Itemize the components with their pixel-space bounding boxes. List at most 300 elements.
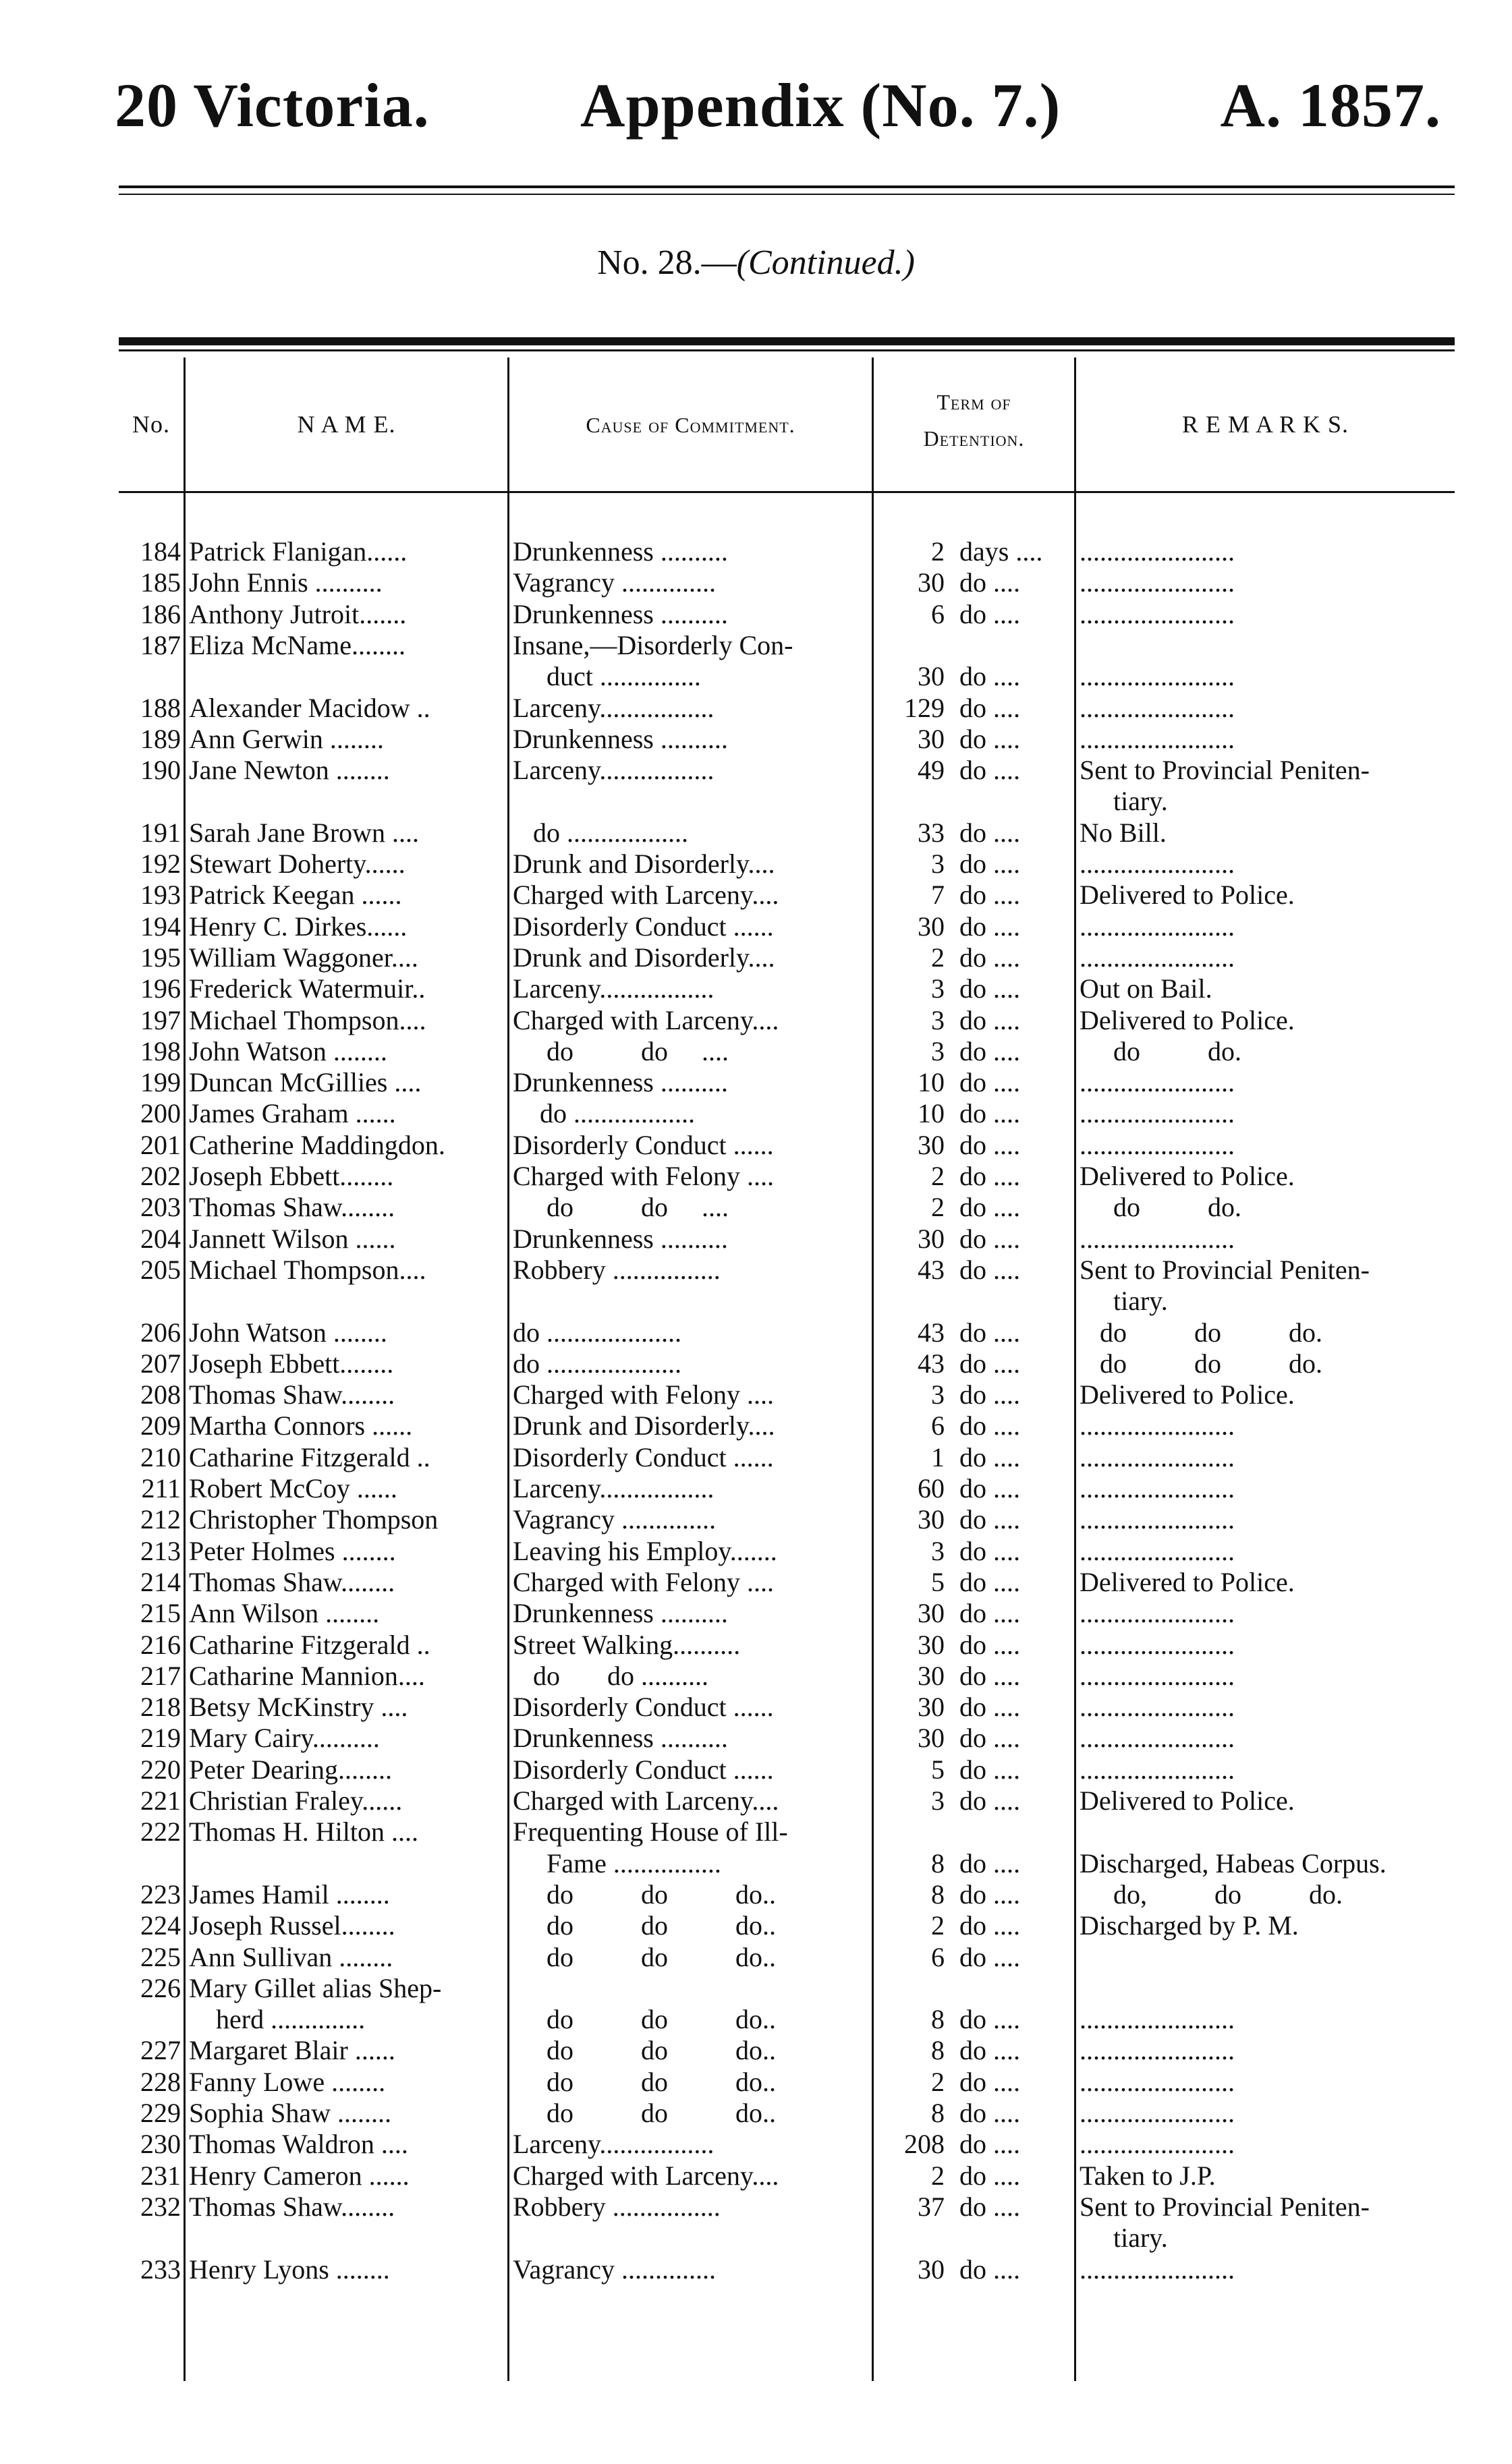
table-row xyxy=(0,1661,1512,1692)
table-row xyxy=(0,1473,1512,1504)
term-of-detention xyxy=(877,1536,1073,1567)
row-number: 226 xyxy=(140,1972,181,2003)
remarks: ....................... xyxy=(1080,598,1235,629)
prisoner-name: John Watson ........ xyxy=(189,1317,387,1348)
remarks: ....................... xyxy=(1080,1473,1235,1503)
term-of-detention xyxy=(877,1504,1073,1535)
term-unit: do .... xyxy=(959,1910,1020,1941)
term-of-detention xyxy=(877,1567,1073,1598)
prisoner-name: Stewart Doherty...... xyxy=(189,849,405,879)
row-number: 223 xyxy=(140,1879,181,1910)
term-of-detention xyxy=(877,1848,1073,1879)
remarks: do do do. xyxy=(1080,1317,1322,1348)
prisoner-name: Mary Gillet alias Shep- xyxy=(189,1972,442,2003)
remarks: ....................... xyxy=(1080,661,1235,692)
cause-of-commitment: Drunk and Disorderly.... xyxy=(513,942,775,973)
table-top-rule-thin xyxy=(119,349,1455,351)
term-unit: do .... xyxy=(959,1660,1020,1691)
term-number: 30 xyxy=(918,2254,945,2285)
row-number: 224 xyxy=(140,1910,181,1941)
term-number: 30 xyxy=(918,1629,945,1660)
term-unit: do .... xyxy=(959,911,1020,942)
term-number: 60 xyxy=(918,1473,945,1503)
remarks: ....................... xyxy=(1080,2098,1235,2128)
remarks: ....................... xyxy=(1080,1129,1235,1160)
cause-of-commitment: Street Walking.......... xyxy=(513,1629,741,1660)
remarks: ....................... xyxy=(1080,1410,1235,1441)
page-subtitle xyxy=(0,243,1512,283)
term-unit: do .... xyxy=(959,1504,1020,1535)
term-of-detention xyxy=(877,724,1073,755)
term-number: 7 xyxy=(931,880,945,911)
table-row xyxy=(0,2160,1512,2191)
term-number: 2 xyxy=(931,2066,945,2097)
cause-of-commitment: Vagrancy .............. xyxy=(513,567,717,598)
term-of-detention xyxy=(877,1161,1073,1192)
term-number: 33 xyxy=(918,817,945,848)
term-number: 8 xyxy=(931,2098,945,2128)
term-unit: do .... xyxy=(959,1566,1020,1597)
row-number: 190 xyxy=(140,755,181,786)
table-row xyxy=(0,1286,1512,1317)
row-number: 189 xyxy=(140,723,181,754)
row-number: 185 xyxy=(140,567,181,598)
remarks: Delivered to Police. xyxy=(1080,1004,1295,1035)
term-of-detention xyxy=(877,1255,1073,1286)
term-of-detention xyxy=(877,1442,1073,1473)
cause-of-commitment: Drunkenness .......... xyxy=(513,1067,728,1098)
row-number: 207 xyxy=(140,1348,181,1379)
remarks: Discharged by P. M. xyxy=(1080,1910,1299,1941)
term-unit: do .... xyxy=(959,1161,1020,1191)
term-number: 2 xyxy=(931,1910,945,1941)
cause-of-commitment: Larceny................. xyxy=(513,1473,715,1503)
cause-of-commitment: Larceny................. xyxy=(513,692,715,723)
cause-of-commitment: Drunkenness .......... xyxy=(513,1598,728,1629)
cause-of-commitment: Drunkenness .......... xyxy=(513,536,728,567)
term-of-detention xyxy=(877,693,1073,724)
prisoner-name: Peter Holmes ........ xyxy=(189,1535,396,1566)
term-unit: do .... xyxy=(959,1473,1020,1503)
prisoner-name: James Hamil ........ xyxy=(189,1879,390,1910)
remarks: ....................... xyxy=(1080,1223,1235,1254)
prisoner-name: Sophia Shaw ........ xyxy=(189,2098,391,2128)
row-number: 229 xyxy=(140,2098,181,2128)
row-number: 228 xyxy=(140,2066,181,2097)
term-of-detention xyxy=(877,599,1073,630)
cause-of-commitment: do do .... xyxy=(513,1035,729,1066)
prisoner-name: Duncan McGillies .... xyxy=(189,1067,422,1098)
table-row xyxy=(0,942,1512,973)
term-number: 6 xyxy=(931,1941,945,1972)
table-row xyxy=(0,1942,1512,1973)
term-unit: do .... xyxy=(959,1785,1020,1816)
prisoner-name: Thomas Shaw........ xyxy=(189,2191,395,2222)
term-of-detention xyxy=(877,1879,1073,1910)
remarks: Sent to Provincial Peniten- xyxy=(1080,1254,1370,1285)
column-header-term-line2: Detention. xyxy=(923,426,1025,451)
term-of-detention xyxy=(877,630,1073,661)
term-number: 3 xyxy=(931,1035,945,1066)
remarks: ....................... xyxy=(1080,2129,1235,2160)
column-header-name: N A M E. xyxy=(297,411,396,438)
cause-of-commitment: Drunkenness .......... xyxy=(513,723,728,754)
term-of-detention xyxy=(877,1910,1073,1941)
table-row xyxy=(0,1848,1512,1879)
remarks: ....................... xyxy=(1080,567,1235,598)
term-number: 30 xyxy=(918,1223,945,1254)
cause-of-commitment: Charged with Felony .... xyxy=(513,1379,775,1410)
row-number: 221 xyxy=(140,1785,181,1816)
remarks: ....................... xyxy=(1080,1098,1235,1129)
term-number: 2 xyxy=(931,1192,945,1223)
row-number: 198 xyxy=(140,1035,181,1066)
row-number: 213 xyxy=(140,1535,181,1566)
remarks: Delivered to Police. xyxy=(1080,880,1295,911)
row-number: 191 xyxy=(140,817,181,848)
term-number: 3 xyxy=(931,1379,945,1410)
term-unit: do .... xyxy=(959,1754,1020,1785)
term-unit: do .... xyxy=(959,598,1020,629)
remarks: ....................... xyxy=(1080,1723,1235,1754)
table-row xyxy=(0,755,1512,786)
prisoner-name: Sarah Jane Brown .... xyxy=(189,817,420,848)
term-number: 3 xyxy=(931,1004,945,1035)
remarks: tiary. xyxy=(1080,786,1168,817)
term-unit: do .... xyxy=(959,817,1020,848)
table-row xyxy=(0,1973,1512,2004)
remarks: ....................... xyxy=(1080,1504,1235,1535)
row-number: 197 xyxy=(140,1004,181,1035)
remarks: ....................... xyxy=(1080,1535,1235,1566)
row-number: 209 xyxy=(140,1410,181,1441)
remarks: tiary. xyxy=(1080,2223,1168,2254)
row-number: 188 xyxy=(140,692,181,723)
prisoner-name: Jannett Wilson ...... xyxy=(189,1223,396,1254)
term-number: 43 xyxy=(918,1348,945,1379)
row-number: 230 xyxy=(140,2129,181,2160)
term-unit: do .... xyxy=(959,1098,1020,1129)
remarks: do, do do. xyxy=(1080,1879,1343,1910)
prisoner-name: herd .............. xyxy=(189,2004,366,2035)
remarks: Delivered to Police. xyxy=(1080,1785,1295,1816)
table-row xyxy=(0,2254,1512,2285)
term-number: 208 xyxy=(904,2129,945,2160)
term-unit: do .... xyxy=(959,2254,1020,2285)
cause-of-commitment: Larceny................. xyxy=(513,755,715,786)
term-of-detention xyxy=(877,1630,1073,1661)
term-number: 30 xyxy=(918,1660,945,1691)
table-row xyxy=(0,693,1512,724)
term-of-detention xyxy=(877,1036,1073,1067)
remarks: ....................... xyxy=(1080,1598,1235,1629)
cause-of-commitment: Charged with Larceny.... xyxy=(513,1785,779,1816)
term-of-detention xyxy=(877,1692,1073,1723)
header-bottom-rule xyxy=(1076,491,1455,493)
term-unit: do .... xyxy=(959,1004,1020,1035)
remarks: Delivered to Police. xyxy=(1080,1161,1295,1191)
term-unit: do .... xyxy=(959,1348,1020,1379)
cause-of-commitment: do do do.. xyxy=(513,2004,776,2035)
term-unit: do .... xyxy=(959,567,1020,598)
cause-of-commitment: Vagrancy .............. xyxy=(513,2254,717,2285)
term-unit: do .... xyxy=(959,755,1020,786)
term-number: 30 xyxy=(918,661,945,692)
cause-of-commitment: Charged with Larceny.... xyxy=(513,880,779,911)
table-row xyxy=(0,1723,1512,1754)
term-number: 37 xyxy=(918,2191,945,2222)
remarks: Taken to J.P. xyxy=(1080,2160,1216,2191)
term-unit: do .... xyxy=(959,723,1020,754)
table-row xyxy=(0,1536,1512,1567)
term-number: 129 xyxy=(904,692,945,723)
table-row xyxy=(0,2004,1512,2035)
cause-of-commitment: Robbery ................ xyxy=(513,2191,721,2222)
remarks: ....................... xyxy=(1080,942,1235,973)
remarks: Discharged, Habeas Corpus. xyxy=(1080,1847,1387,1879)
row-number: 215 xyxy=(140,1598,181,1629)
term-of-detention xyxy=(877,942,1073,973)
table-row xyxy=(0,849,1512,880)
term-number: 6 xyxy=(931,598,945,629)
term-unit: do .... xyxy=(959,1535,1020,1566)
header-center: Appendix (No. 7.) xyxy=(580,71,1061,140)
row-number: 206 xyxy=(140,1317,181,1348)
table-row xyxy=(0,2067,1512,2098)
table-row xyxy=(0,1098,1512,1129)
term-of-detention xyxy=(877,1410,1073,1441)
cause-of-commitment: Drunkenness .......... xyxy=(513,1223,728,1254)
cause-of-commitment: Insane,—Disorderly Con- xyxy=(513,629,793,660)
remarks: ....................... xyxy=(1080,2066,1235,2097)
term-number: 43 xyxy=(918,1317,945,1348)
term-of-detention xyxy=(877,2254,1073,2285)
term-unit: do .... xyxy=(959,1941,1020,1972)
cause-of-commitment: do do do.. xyxy=(513,1910,776,1941)
column-header-no: No. xyxy=(132,411,170,438)
prisoner-name: Joseph Russel........ xyxy=(189,1910,395,1941)
cause-of-commitment: do do do.. xyxy=(513,2035,776,2066)
row-number: 214 xyxy=(140,1566,181,1597)
prisoner-name: Henry Lyons ........ xyxy=(189,2254,390,2285)
prisoner-name: Thomas Waldron .... xyxy=(189,2129,408,2160)
prisoner-name: Margaret Blair ...... xyxy=(189,2035,395,2066)
term-unit: do .... xyxy=(959,1410,1020,1441)
remarks: ....................... xyxy=(1080,911,1235,942)
prisoner-name: Catherine Maddingdon. xyxy=(189,1129,445,1160)
term-of-detention xyxy=(877,2035,1073,2066)
cause-of-commitment: Drunkenness .......... xyxy=(513,1723,728,1754)
remarks: Sent to Provincial Peniten- xyxy=(1080,755,1370,786)
term-unit: days .... xyxy=(959,536,1043,567)
term-unit: do .... xyxy=(959,942,1020,973)
table-row xyxy=(0,1879,1512,1910)
row-number: 194 xyxy=(140,911,181,942)
row-number: 216 xyxy=(140,1629,181,1660)
row-number: 217 xyxy=(140,1660,181,1691)
prisoner-name: John Ennis .......... xyxy=(189,567,383,598)
row-number: 195 xyxy=(140,942,181,973)
term-unit: do .... xyxy=(959,1629,1020,1660)
term-number: 1 xyxy=(931,1441,945,1472)
header-bottom-rule xyxy=(186,491,507,493)
term-number: 8 xyxy=(931,2004,945,2035)
cause-of-commitment: do do .... xyxy=(513,1192,729,1223)
term-of-detention xyxy=(877,1661,1073,1692)
row-number: 196 xyxy=(140,973,181,1004)
cause-of-commitment: Vagrancy .............. xyxy=(513,1504,717,1535)
term-of-detention xyxy=(877,1348,1073,1379)
cause-of-commitment: do do do.. xyxy=(513,1941,776,1972)
header-bottom-rule xyxy=(874,491,1074,493)
table-row xyxy=(0,1161,1512,1192)
prisoner-name: Catharine Fitzgerald .. xyxy=(189,1629,430,1660)
header-bottom-rule xyxy=(509,491,872,493)
row-number: 186 xyxy=(140,598,181,629)
term-unit: do .... xyxy=(959,1847,1020,1879)
term-unit: do .... xyxy=(959,1035,1020,1066)
remarks: ....................... xyxy=(1080,2004,1235,2035)
prisoner-name: Joseph Ebbett........ xyxy=(189,1161,394,1191)
term-of-detention xyxy=(877,2067,1073,2098)
prisoner-name: Peter Dearing........ xyxy=(189,1754,393,1785)
term-unit: do .... xyxy=(959,1692,1020,1723)
term-of-detention xyxy=(877,536,1073,567)
prisoner-name: John Watson ........ xyxy=(189,1035,387,1066)
row-number: 200 xyxy=(140,1098,181,1129)
term-of-detention xyxy=(877,786,1073,817)
table-row xyxy=(0,567,1512,598)
header-rule-thick xyxy=(119,185,1455,188)
table-row xyxy=(0,2035,1512,2066)
table-row xyxy=(0,724,1512,755)
cause-of-commitment: do .................... xyxy=(513,1348,681,1379)
term-unit: do .... xyxy=(959,2191,1020,2222)
term-number: 30 xyxy=(918,723,945,754)
table-row xyxy=(0,1692,1512,1723)
prisoner-name: Martha Connors ...... xyxy=(189,1410,413,1441)
remarks: Delivered to Police. xyxy=(1080,1566,1295,1597)
table-row xyxy=(0,1379,1512,1410)
term-of-detention xyxy=(877,661,1073,692)
cause-of-commitment: Drunkenness .......... xyxy=(513,598,728,629)
table-row xyxy=(0,1192,1512,1223)
cause-of-commitment: Leaving his Employ....... xyxy=(513,1535,777,1566)
table-row xyxy=(0,1255,1512,1286)
prisoner-name: James Graham ...... xyxy=(189,1098,396,1129)
term-unit: do .... xyxy=(959,1192,1020,1223)
cause-of-commitment: Frequenting House of Ill- xyxy=(513,1816,788,1847)
row-number: 203 xyxy=(140,1192,181,1223)
prisoner-name: Henry C. Dirkes...... xyxy=(189,911,408,942)
term-unit: do .... xyxy=(959,1129,1020,1160)
term-number: 8 xyxy=(931,1847,945,1879)
subtitle-number: No. 28.— xyxy=(597,243,737,282)
term-number: 3 xyxy=(931,973,945,1004)
term-number: 2 xyxy=(931,536,945,567)
table-row xyxy=(0,911,1512,942)
cause-of-commitment: do do do.. xyxy=(513,2066,776,2097)
term-number: 2 xyxy=(931,1161,945,1191)
cause-of-commitment: do do do.. xyxy=(513,2098,776,2128)
term-unit: do .... xyxy=(959,1879,1020,1910)
term-unit: do .... xyxy=(959,1067,1020,1098)
prisoner-name: Patrick Flanigan...... xyxy=(189,536,408,567)
remarks: ....................... xyxy=(1080,2254,1235,2285)
term-of-detention xyxy=(877,2223,1073,2254)
term-of-detention xyxy=(877,973,1073,1004)
term-of-detention xyxy=(877,1005,1073,1036)
remarks: ....................... xyxy=(1080,1629,1235,1660)
column-header-term-line1: Term of xyxy=(936,390,1011,414)
row-number: 210 xyxy=(140,1441,181,1472)
cause-of-commitment: Disorderly Conduct ...... xyxy=(513,1754,774,1785)
term-of-detention xyxy=(877,1942,1073,1973)
table-row xyxy=(0,1317,1512,1348)
term-of-detention xyxy=(877,2004,1073,2035)
term-of-detention xyxy=(877,1473,1073,1504)
term-unit: do .... xyxy=(959,1441,1020,1472)
prisoner-name: Thomas H. Hilton .... xyxy=(189,1816,418,1847)
term-of-detention xyxy=(877,1379,1073,1410)
cause-of-commitment: Robbery ................ xyxy=(513,1254,721,1285)
term-of-detention xyxy=(877,2129,1073,2160)
row-number: 225 xyxy=(140,1941,181,1972)
term-number: 5 xyxy=(931,1754,945,1785)
term-of-detention xyxy=(877,1723,1073,1754)
remarks: do do do. xyxy=(1080,1348,1322,1379)
table-row xyxy=(0,1754,1512,1785)
term-number: 30 xyxy=(918,1723,945,1754)
table-row xyxy=(0,1036,1512,1067)
term-number: 49 xyxy=(918,755,945,786)
term-number: 5 xyxy=(931,1566,945,1597)
table-row xyxy=(0,1410,1512,1441)
prisoner-name: Henry Cameron ...... xyxy=(189,2160,410,2191)
term-of-detention xyxy=(877,911,1073,942)
table-row xyxy=(0,1442,1512,1473)
table-row xyxy=(0,1567,1512,1598)
cause-of-commitment: duct ............... xyxy=(513,661,701,692)
term-number: 30 xyxy=(918,1504,945,1535)
prisoner-name: Anthony Jutroit....... xyxy=(189,598,407,629)
cause-of-commitment: do .................. xyxy=(513,1098,695,1129)
prisoner-name: Alexander Macidow .. xyxy=(189,692,430,723)
term-unit: do .... xyxy=(959,2066,1020,2097)
prisoner-name: Fanny Lowe ........ xyxy=(189,2066,386,2097)
prisoner-name: Michael Thompson.... xyxy=(189,1254,426,1285)
cause-of-commitment: Charged with Felony .... xyxy=(513,1161,775,1191)
row-number: 211 xyxy=(141,1473,181,1503)
cause-of-commitment: Disorderly Conduct ...... xyxy=(513,1441,774,1472)
table-row xyxy=(0,2223,1512,2254)
remarks: ....................... xyxy=(1080,849,1235,879)
row-number: 220 xyxy=(140,1754,181,1785)
header-right: A. 1857. xyxy=(1220,71,1441,140)
table-row xyxy=(0,1910,1512,1941)
remarks: do do. xyxy=(1080,1192,1241,1223)
term-unit: do .... xyxy=(959,1254,1020,1285)
term-number: 3 xyxy=(931,1785,945,1816)
remarks: ....................... xyxy=(1080,1441,1235,1472)
term-of-detention xyxy=(877,755,1073,786)
header-left: 20 Victoria. xyxy=(115,71,430,140)
prisoner-name: Patrick Keegan ...... xyxy=(189,880,402,911)
row-number: 204 xyxy=(140,1223,181,1254)
term-number: 30 xyxy=(918,1692,945,1723)
table-row xyxy=(0,1816,1512,1847)
term-of-detention xyxy=(877,1192,1073,1223)
